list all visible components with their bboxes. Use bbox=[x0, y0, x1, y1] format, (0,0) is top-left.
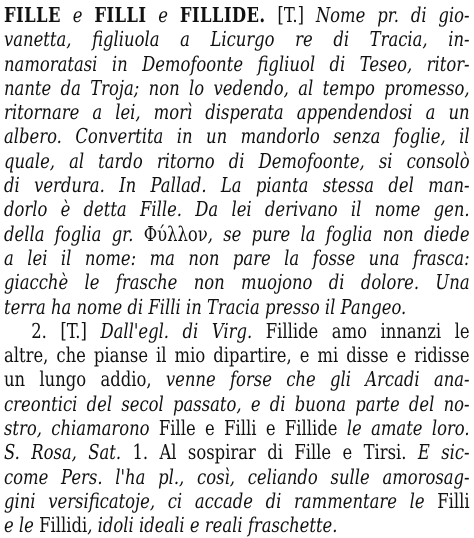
text-run: quale, al tardo ritorno di Demofoonte, si consolò bbox=[4, 148, 470, 173]
text-run: , idoli ideali e reali fraschette. bbox=[87, 513, 338, 538]
text-run: stro, chiamarono bbox=[4, 416, 159, 441]
text-run: Dall'egl. di Virg. bbox=[100, 318, 253, 343]
text-run: e le bbox=[4, 513, 40, 538]
text-line bbox=[4, 52, 470, 76]
text-run: e bbox=[60, 3, 95, 27]
text-line bbox=[4, 465, 470, 489]
text-run: E sic- bbox=[417, 440, 470, 465]
text-run: vanetta, figliuola a Licurgo re di Tracia, in- bbox=[4, 27, 470, 52]
text-run: gini versificatoje, ci accade di rammentare le bbox=[4, 488, 438, 513]
text-run: [T.] bbox=[265, 3, 316, 27]
text-run: della foglia gr. bbox=[4, 221, 144, 246]
text-run: e bbox=[146, 3, 180, 27]
text-line bbox=[4, 440, 470, 464]
text-line bbox=[4, 416, 470, 440]
text-line bbox=[4, 124, 470, 148]
text-line bbox=[4, 513, 470, 537]
text-run: le amate loro. bbox=[346, 416, 470, 441]
text-run: giacchè le frasche non muojono di dolore. Una bbox=[4, 270, 470, 295]
text-run: ritornare a lei, morì disperata appendendosi a un bbox=[4, 100, 470, 125]
text-line bbox=[4, 392, 470, 416]
text-run: 1. Al sospirar di Fille e Tirsi. bbox=[132, 440, 418, 465]
text-run: terra ha nome di Filli in Tracia presso il Pangeo. bbox=[4, 294, 407, 319]
text-run: namoratasi in Demofoonte figliuol di Teseo, ritor- bbox=[4, 51, 470, 76]
text-run: nante da Troja; non lo vedendo, al tempo promesso, bbox=[4, 75, 470, 100]
text-line bbox=[4, 343, 470, 367]
text-run: , se pure la foglia non diede bbox=[207, 221, 470, 246]
text-run: albero. Convertita in un mandorlo senza foglie, il bbox=[4, 124, 470, 149]
text-run: Fillide amo innanzi le bbox=[252, 318, 470, 343]
text-run: Nome pr. di gio- bbox=[315, 3, 470, 27]
text-line bbox=[4, 3, 470, 27]
text-run: come Pers. l'ha pl., così, celiando sulle amorosag- bbox=[4, 464, 470, 489]
text-run: Fillidi bbox=[39, 513, 88, 538]
text-line bbox=[4, 222, 470, 246]
text-run: venne forse che gli Arcadi ana- bbox=[165, 367, 470, 392]
text-run: altre, che pianse il mio dipartire, e mi disse e ridisse bbox=[4, 343, 470, 368]
headword: FILLE bbox=[4, 3, 61, 27]
text-run: S. Rosa, Sat. bbox=[4, 440, 133, 465]
text-line bbox=[4, 197, 470, 221]
text-line bbox=[4, 489, 470, 513]
text-line bbox=[4, 270, 470, 294]
dictionary-entry bbox=[4, 3, 470, 538]
text-run: Filli bbox=[437, 488, 470, 513]
text-run: a lei il nome: ma non pare la fosse una frasca: bbox=[4, 245, 470, 270]
text-run: di verdura. In Pallad. La pianta stessa del man- bbox=[4, 173, 470, 198]
text-run: un lungo addio, bbox=[4, 367, 166, 392]
text-line bbox=[4, 149, 470, 173]
text-line bbox=[4, 367, 470, 391]
text-line bbox=[4, 27, 470, 51]
text-run: Φύλλον bbox=[143, 221, 208, 246]
text-run: creontici del secol passato, e di buona parte del no- bbox=[4, 391, 470, 416]
text-line bbox=[4, 100, 470, 124]
text-line bbox=[4, 295, 470, 319]
text-line bbox=[4, 319, 470, 343]
text-run: dorlo è detta Fille. Da lei derivano il nome gen. bbox=[4, 197, 470, 222]
headword: FILLI bbox=[94, 3, 147, 27]
text-run: Fille e Filli e Fillide bbox=[158, 416, 347, 441]
text-run: 2. [T.] bbox=[31, 318, 101, 343]
text-line bbox=[4, 173, 470, 197]
text-line bbox=[4, 76, 470, 100]
headword: FILLIDE. bbox=[179, 3, 266, 27]
text-line bbox=[4, 246, 470, 270]
